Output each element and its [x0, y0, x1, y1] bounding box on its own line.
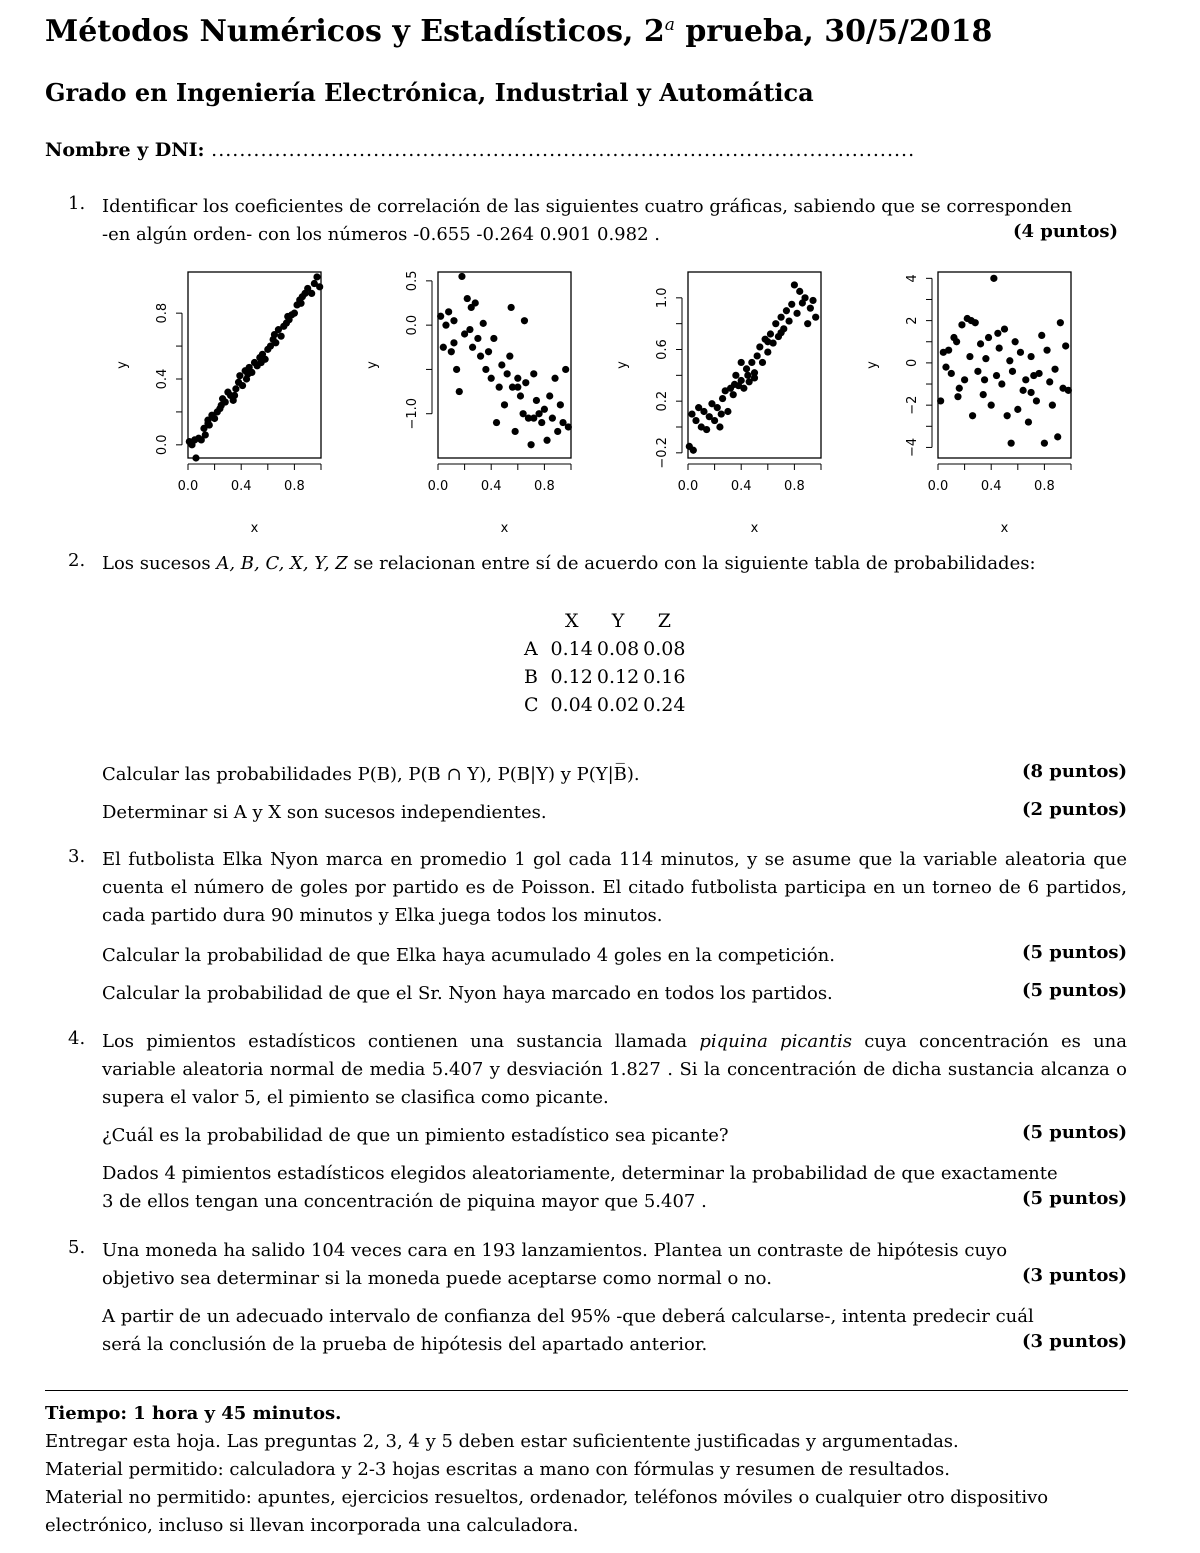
row-label: A: [524, 638, 538, 660]
scatter-point: [557, 401, 564, 408]
scatter-point: [297, 300, 304, 307]
scatter-point: [506, 353, 513, 360]
scatter-point: [549, 415, 556, 422]
scatter-point: [474, 335, 481, 342]
row-label: B: [524, 666, 538, 688]
scatter-point: [969, 412, 976, 419]
scatter-point: [450, 339, 457, 346]
x-tick-label: 0.4: [730, 479, 752, 494]
q5-line2: objetivo sea determinar si la moneda puede aceptarse como normal o no.: [102, 1268, 772, 1289]
scatter-point: [1035, 370, 1042, 377]
scatter-point: [993, 372, 1000, 379]
q5-part2-line2: será la conclusión de la prueba de hipótesis del apartado anterior.: [102, 1334, 708, 1355]
scatter-point: [738, 377, 745, 384]
scatter-point: [812, 314, 819, 321]
scatter-point: [565, 423, 572, 430]
scatter-point: [783, 307, 790, 314]
col-header: X: [564, 610, 579, 632]
scatter-point: [711, 417, 718, 424]
x-tick-label: 0.0: [927, 479, 949, 494]
scatter-point: [504, 370, 511, 377]
scatter-point: [440, 344, 447, 351]
x-tick-label: 0.0: [427, 479, 449, 494]
scatter-point: [313, 273, 320, 280]
scatter-point: [1022, 376, 1029, 383]
scatter-point: [791, 281, 798, 288]
scatter-point: [1004, 412, 1011, 419]
scatter-point: [767, 330, 774, 337]
scatter-point: [1012, 338, 1019, 345]
scatter-point: [1057, 319, 1064, 326]
q2-part1-points: (8 puntos): [1021, 761, 1127, 782]
scatter-point: [551, 375, 558, 382]
scatter-point: [990, 275, 997, 282]
scatter-point: [1028, 389, 1035, 396]
table-row: [522, 691, 687, 719]
scatter-point: [522, 379, 529, 386]
scatter-point: [937, 397, 944, 404]
name-label: Nombre y DNI:: [45, 139, 205, 161]
scatter-point: [700, 408, 707, 415]
title-superscript: a: [664, 15, 675, 35]
scatter-point: [490, 335, 497, 342]
table-header-row: [522, 607, 687, 635]
row-label: C: [524, 694, 539, 716]
scatter-point: [493, 419, 500, 426]
x-tick-label: 0.8: [1034, 479, 1055, 494]
scatter-point: [688, 410, 695, 417]
scatter-point: [437, 313, 444, 320]
scatter-plot-2: [365, 271, 572, 536]
q4-part2-line2: 3 de ellos tengan una concentración de piquina mayor que 5.407 .: [102, 1191, 707, 1212]
scatter-plot-4: [865, 272, 1072, 536]
scatter-point: [744, 372, 751, 379]
scatter-point: [801, 294, 808, 301]
scatter-point: [748, 359, 755, 366]
scatter-point: [530, 415, 537, 422]
scatter-point: [236, 372, 243, 379]
scatter-point: [464, 295, 471, 302]
y-tick-label: 0.4: [155, 368, 170, 390]
col-header: Z: [657, 610, 671, 632]
footer-line2: Material permitido: calculadora y 2-3 hojas escritas a mano con fórmulas y resumen de resultados.: [45, 1459, 950, 1480]
scatter-point: [244, 370, 251, 377]
q2-part2: Determinar si A y X son sucesos independientes.: [102, 802, 547, 823]
x-tick-label: 0.8: [284, 479, 305, 494]
scatter-point: [211, 415, 218, 422]
scatter-point: [751, 374, 758, 381]
scatter-point: [764, 348, 771, 355]
x-tick-label: 0.0: [177, 479, 199, 494]
q4-italic-term: piquina picantis: [699, 1031, 852, 1052]
scatter-point: [521, 317, 528, 324]
scatter-point: [541, 406, 548, 413]
x-axis-label: x: [750, 521, 759, 536]
footer-divider: [45, 1390, 1128, 1391]
x-axis-label: x: [500, 521, 509, 536]
scatter-point: [272, 339, 279, 346]
y-tick-label: 0.6: [655, 339, 670, 360]
q5-line2-points: (3 puntos): [1021, 1265, 1127, 1286]
y-tick-label: 0.0: [405, 314, 420, 336]
scatter-point: [958, 321, 965, 328]
scatter-point: [480, 320, 487, 327]
scatter-point: [514, 375, 521, 382]
scatter-point: [732, 372, 739, 379]
scatter-point: [192, 454, 199, 461]
scatter-point: [485, 348, 492, 355]
table-cell: 0.12: [596, 666, 640, 688]
footer-line1: Entregar esta hoja. Las preguntas 2, 3, 4 y 5 deben estar suficientente justificadas y argumentadas.: [45, 1431, 959, 1452]
scatter-point: [554, 428, 561, 435]
scatter-point: [968, 317, 975, 324]
x-tick-label: 0.8: [534, 479, 555, 494]
scatter-point: [204, 420, 211, 427]
scatter-point: [477, 353, 484, 360]
name-dots: ....................................................................................................: [211, 139, 916, 161]
y-tick-label: 0.8: [155, 302, 170, 324]
scatter-point: [445, 308, 452, 315]
scatter-point: [743, 365, 750, 372]
q1-line1: Identificar los coeficientes de correlación de las siguientes cuatro gráficas, sabiendo que se corresponden: [102, 196, 1073, 217]
scatter-point: [528, 441, 535, 448]
scatter-point: [974, 368, 981, 375]
scatter-point: [538, 419, 545, 426]
y-tick-label: −0.2: [655, 437, 670, 469]
x-axis-label: x: [1000, 521, 1009, 536]
scatter-point: [1051, 366, 1058, 373]
scatter-point: [218, 402, 225, 409]
table-cell: 0.12: [550, 666, 593, 688]
scatter-point: [1065, 387, 1072, 394]
scatter-point: [778, 314, 785, 321]
scatter-point: [785, 317, 792, 324]
scatter-point: [953, 338, 960, 345]
scatter-point: [996, 344, 1003, 351]
scatter-point: [718, 410, 725, 417]
page-title: Métodos Numéricos y Estadísticos, 2$^a$ prueba, 30/5/2018: [45, 14, 993, 49]
footer-time: Tiempo: 1 hora y 45 minutos.: [45, 1403, 342, 1424]
q1-number: 1.: [68, 193, 86, 214]
y-tick-label: 0.0: [155, 434, 170, 456]
y-tick-label: 0.2: [655, 390, 670, 412]
x-tick-label: 0.8: [784, 479, 805, 494]
scatter-point: [543, 437, 550, 444]
y-tick-label: −1.0: [405, 397, 420, 430]
table-cell: 0.04: [550, 694, 593, 716]
scatter-point: [466, 326, 473, 333]
footer-line4: electrónico, incluso si llevan incorporada una calculadora.: [45, 1515, 579, 1536]
scatter-point: [533, 397, 540, 404]
scatter-point: [1046, 378, 1053, 385]
scatter-point: [231, 392, 238, 399]
q4-text: Los pimientos estadísticos contienen una sustancia llamada piquina picantis cuya concentración es una variable aleatoria normal de media 5.407 y desviación 1.827 . Si la concentración de dicha sustancia alcanza o supera el valor 5, el pimiento se clasifica como picante.: [102, 1031, 1128, 1108]
scatter-point: [809, 297, 816, 304]
q4-number: 4.: [68, 1028, 86, 1049]
table-row: [522, 635, 687, 663]
scatter-point: [308, 290, 315, 297]
scatter-point: [316, 283, 323, 290]
scatter-point: [232, 385, 239, 392]
scatter-point: [448, 348, 455, 355]
y-axis-label: y: [365, 361, 380, 369]
name-field: [45, 139, 1127, 161]
scatter-point: [1020, 387, 1027, 394]
scatter-point: [1041, 440, 1048, 447]
scatter-point: [202, 431, 209, 438]
scatter-point: [754, 352, 761, 359]
y-tick-label: 2: [905, 316, 920, 325]
scatter-point: [807, 305, 814, 312]
scatter-point: [961, 376, 968, 383]
q4-part1: ¿Cuál es la probabilidad de que un pimiento estadístico sea picante?: [102, 1125, 729, 1146]
scatter-point: [453, 366, 460, 373]
scatter-point: [512, 428, 519, 435]
y-axis-label: y: [115, 361, 130, 369]
q3-part1-points: (5 puntos): [1021, 942, 1127, 963]
table-cell: 0.14: [550, 638, 593, 660]
scatter-point: [1062, 342, 1069, 349]
scatter-point: [796, 288, 803, 295]
scatter-point: [714, 404, 721, 411]
scatter-point: [482, 366, 489, 373]
scatter-point: [690, 447, 697, 454]
scatter-point: [508, 304, 515, 311]
col-header: Y: [611, 610, 625, 632]
scatter-point: [954, 393, 961, 400]
scatter-point: [1009, 368, 1016, 375]
y-tick-label: 1.0: [655, 287, 670, 309]
q4-part2-points: (5 puntos): [1021, 1188, 1127, 1209]
scatter-point: [730, 391, 737, 398]
scatter-point: [469, 344, 476, 351]
scatter-point: [1006, 357, 1013, 364]
table-cell: 0.08: [643, 638, 686, 660]
q5-part2-line1: A partir de un adecuado intervalo de confianza del 95% -que deberá calcularse-, intenta predecir cuál: [102, 1306, 1034, 1327]
scatter-point: [738, 359, 745, 366]
q5-line1: Una moneda ha salido 104 veces cara en 193 lanzamientos. Plantea un contraste de hipótesis cuyo: [102, 1240, 1008, 1261]
scatter-point: [956, 385, 963, 392]
y-axis-label: y: [615, 361, 630, 369]
scatter-point: [804, 320, 811, 327]
scatter-point: [278, 333, 285, 340]
table-cell: 0.24: [643, 694, 686, 716]
scatter-point: [981, 376, 988, 383]
scatter-point: [948, 370, 955, 377]
q2-number: 2.: [68, 550, 86, 571]
scatter-point: [284, 313, 291, 320]
scatter-point: [456, 388, 463, 395]
x-tick-label: 0.0: [677, 479, 699, 494]
table-cell: 0.02: [596, 694, 640, 716]
scatter-point: [716, 423, 723, 430]
y-axis-label: y: [865, 361, 880, 369]
scatter-point: [450, 317, 457, 324]
scatter-point: [998, 380, 1005, 387]
scatter-point: [1054, 433, 1061, 440]
x-tick-label: 0.4: [980, 479, 1002, 494]
q3-part1: Calcular la probabilidad de que Elka haya acumulado 4 goles en la competición.: [102, 945, 835, 966]
scatter-point: [271, 331, 278, 338]
scatter-point: [517, 392, 524, 399]
q3-part2: Calcular la probabilidad de que el Sr. Nyon haya marcado en todos los partidos.: [102, 983, 833, 1004]
scatter-plot-3: [615, 272, 821, 536]
q5-number: 5.: [68, 1237, 86, 1258]
scatter-point: [756, 343, 763, 350]
scatter-point: [468, 304, 475, 311]
scatter-point: [740, 385, 747, 392]
table-row: [522, 663, 687, 691]
scatter-point: [778, 329, 785, 336]
probability-table: [522, 607, 687, 719]
scatter-point: [496, 384, 503, 391]
q2-part1: Calcular las probabilidades P(B), P(B ∩ Y), P(B|Y) y P(Y|B̅).: [102, 764, 640, 785]
x-tick-label: 0.4: [480, 479, 502, 494]
scatter-point: [1008, 440, 1015, 447]
q1-points: (4 puntos): [1012, 221, 1118, 242]
scatter-point: [1025, 418, 1032, 425]
scatter-point: [1001, 325, 1008, 332]
q4-part2-line1: Dados 4 pimientos estadísticos elegidos aleatoriamente, determinar la probabilidad de que exactamente: [102, 1163, 1058, 1184]
scatter-point: [719, 395, 726, 402]
scatter-point: [788, 301, 795, 308]
scatter-point: [1049, 402, 1056, 409]
scatter-point: [530, 370, 537, 377]
q2-events: A, B, C, X, Y, Z: [216, 553, 348, 574]
scatter-point: [498, 361, 505, 368]
scatter-point: [985, 334, 992, 341]
scatter-point: [514, 384, 521, 391]
scatter-point: [442, 322, 449, 329]
scatter-point: [731, 381, 738, 388]
plot-frame: [938, 272, 1071, 458]
scatter-point: [291, 310, 298, 317]
q3-text: El futbolista Elka Nyon marca en promedio 1 gol cada 114 minutos, y se asume que la variable aleatoria que cuenta el número de goles por partido es de Poisson. El citado futbolista participa en un torneo de 6 partidos, cada partido dura 90 minutos y Elka juega todos los minutos.: [102, 849, 1127, 926]
y-tick-label: 0.5: [405, 270, 420, 292]
table-cell: 0.08: [596, 638, 640, 660]
footer: [45, 1400, 1128, 1540]
table-cell: 0.16: [643, 666, 686, 688]
y-tick-label: −4: [905, 437, 920, 458]
scatter-point: [994, 330, 1001, 337]
scatter-point: [458, 273, 465, 280]
scatter-plots: [110, 262, 1110, 542]
q3-part2-points: (5 puntos): [1021, 980, 1127, 1001]
scatter-point: [982, 355, 989, 362]
scatter-point: [724, 408, 731, 415]
scatter-point: [703, 426, 710, 433]
scatter-point: [793, 310, 800, 317]
q2-part2-points: (2 puntos): [1021, 799, 1127, 820]
scatter-point: [501, 401, 508, 408]
scatter-point: [764, 338, 771, 345]
q1-line2: -en algún orden- con los números -0.655 -0.264 0.901 0.982 .: [102, 224, 660, 245]
page-subtitle: Grado en Ingeniería Electrónica, Industrial y Automática: [45, 78, 814, 107]
scatter-point: [980, 391, 987, 398]
y-tick-label: 0: [905, 358, 920, 368]
scatter-point: [546, 392, 553, 399]
scatter-point: [977, 340, 984, 347]
scatter-point: [945, 347, 952, 354]
scatter-point: [1028, 353, 1035, 360]
q2-intro: Los sucesos A, B, C, X, Y, Z se relacionan entre sí de acuerdo con la siguiente tabla de probabilidades:: [102, 553, 1036, 574]
scatter-point: [239, 382, 246, 389]
scatter-point: [1014, 406, 1021, 413]
scatter-point: [988, 402, 995, 409]
q4-part1-points: (5 puntos): [1021, 1122, 1127, 1143]
y-tick-label: −2: [905, 395, 920, 415]
scatter-point: [488, 375, 495, 382]
scatter-point: [942, 364, 949, 371]
x-tick-label: 0.4: [230, 479, 252, 494]
footer-line3: Material no permitido: apuntes, ejercicios resueltos, ordenador, teléfonos móviles o cualquier otro dispositivo: [45, 1487, 1049, 1508]
scatter-point: [1033, 397, 1040, 404]
scatter-point: [772, 320, 779, 327]
scatter-point: [562, 366, 569, 373]
scatter-point: [966, 353, 973, 360]
scatter-point: [692, 417, 699, 424]
scatter-plots-svg: [110, 262, 1110, 542]
x-axis-label: x: [250, 521, 259, 536]
q3-number: 3.: [68, 846, 86, 867]
scatter-point: [258, 359, 265, 366]
y-tick-label: 4: [905, 274, 920, 283]
scatter-point: [1017, 349, 1024, 356]
scatter-plot-1: [115, 272, 323, 536]
q5-part2-points: (3 puntos): [1021, 1331, 1127, 1352]
scatter-point: [1038, 332, 1045, 339]
scatter-point: [759, 359, 766, 366]
scatter-point: [1043, 347, 1050, 354]
